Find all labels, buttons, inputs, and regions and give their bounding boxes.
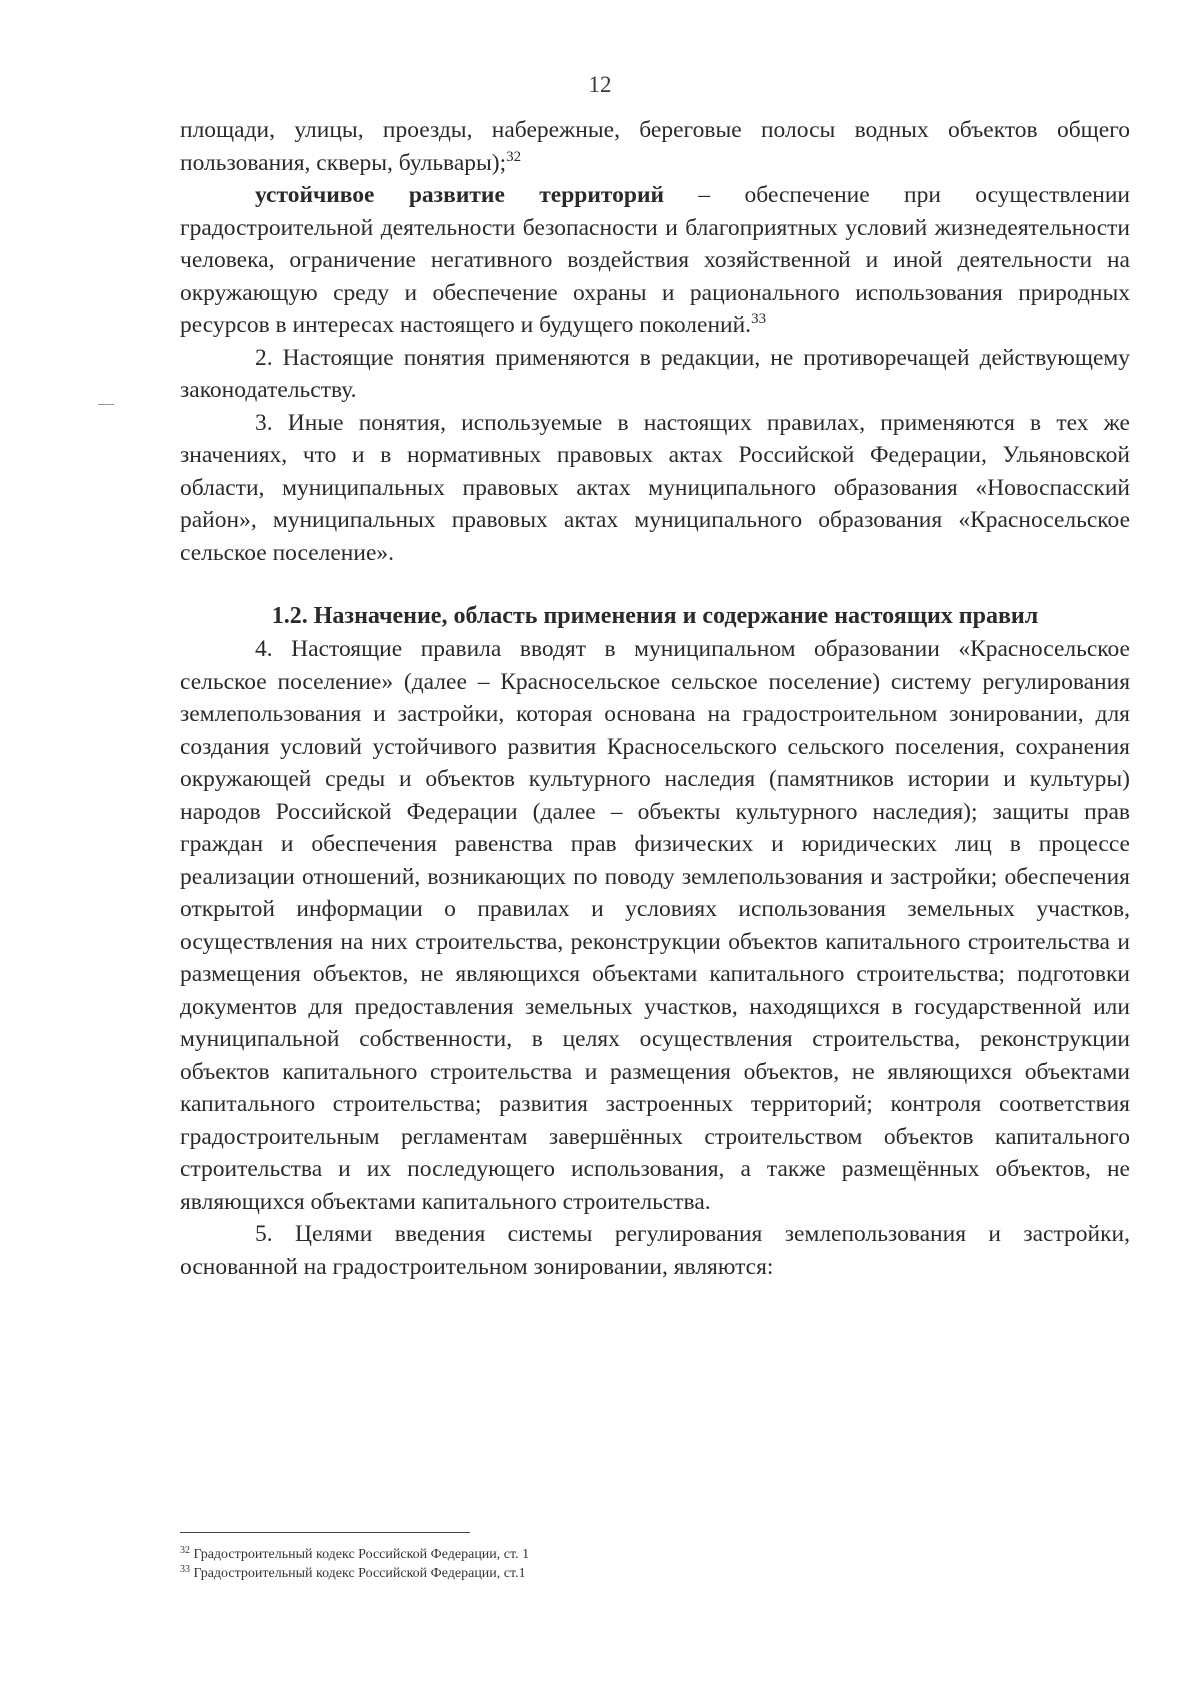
footnote-mark: 33 xyxy=(180,1564,190,1575)
paragraph-text: площади, улицы, проезды, набережные, береговые полосы водных объектов общего пользования, скверы, бульвары); xyxy=(180,117,1130,176)
page-content xyxy=(180,114,1130,1283)
footnote xyxy=(180,1564,880,1583)
footnotes xyxy=(180,1545,880,1583)
footnote-mark: 32 xyxy=(180,1545,190,1556)
paragraph-text: – обеспечение при осуществлении градостроительной деятельности безопасности и благоприятных условий жизнедеятельности человека, ограничение негативного воздействия хозяйственной и иной деятельности на окружающую среду и обеспечение охраны и рационального использования природных ресурсов в интересах настоящего и будущего поколений. xyxy=(180,182,1130,338)
margin-mark xyxy=(98,404,114,405)
paragraph-2: 2. Настоящие понятия применяются в редакции, не противоречащей действующему законодательству. xyxy=(180,344,1130,403)
paragraph-3: 3. Иные понятия, используемые в настоящих правилах, применяются в тех же значениях, что и в нормативных правовых актах Российской Федерации, Ульяновской области, муниципальных правовых актах муниципального образования «Новоспасский район», муниципальных правовых актах муниципального образования «Красносельское сельское поселение». xyxy=(180,409,1130,566)
paragraph-4: 4. Настоящие правила вводят в муниципальном образовании «Красносельское сельское поселение» (далее – Красносельское сельское поселение) систему регулирования землепользования и застройки, которая основана на градостроительном зонировании, для создания условий устойчивого развития Красносельского сельского поселения, сохранения окружающей среды и объектов культурного наследия (памятников истории и культуры) народов Российской Федерации (далее – объекты культурного наследия); защиты прав граждан и обеспечения равенства прав физических и юридических лиц в процессе реализации отношений, возникающих по поводу землепользования и застройки; обеспечения открытой информации о правилах и условиях использования земельных участков, осуществления на них строительства, реконструкции объектов капитального строительства и размещения объектов, не являющихся объектами капитального строительства; подготовки документов для предоставления земельных участков, находящихся в государственной или муниципальной собственности, в целях осуществления строительства, реконструкции объектов капитального строительства и размещения объектов, не являющихся объектами капитального строительства; развития застроенных территорий; контроля соответствия градостроительным регламентам завершённых строительством объектов капитального строительства и их последующего использования, а также размещённых объектов, не являющихся объектами капитального строительства. xyxy=(180,636,1130,1215)
paragraph-definition-public-spaces xyxy=(180,114,1130,179)
footnote-reference: 32 xyxy=(506,148,522,165)
page-number: 12 xyxy=(588,72,612,97)
footnote-separator xyxy=(180,1532,470,1533)
paragraph-5: 5. Целями введения системы регулирования землепользования и застройки, основанной на градостроительном зонировании, являются: xyxy=(180,1221,1130,1280)
footnote-text: Градостроительный кодекс Российской Федерации, ст. 1 xyxy=(193,1547,530,1562)
paragraph-definition-sustainable-development xyxy=(180,179,1130,342)
section-heading: 1.2. Назначение, область применения и содержание настоящих правил xyxy=(271,603,1039,629)
footnote-text: Градостроительный кодекс Российской Федерации, ст.1 xyxy=(193,1566,526,1581)
defined-term: устойчивое развитие территорий xyxy=(255,182,665,208)
footnote-reference: 33 xyxy=(751,311,767,327)
footnote xyxy=(180,1545,880,1564)
